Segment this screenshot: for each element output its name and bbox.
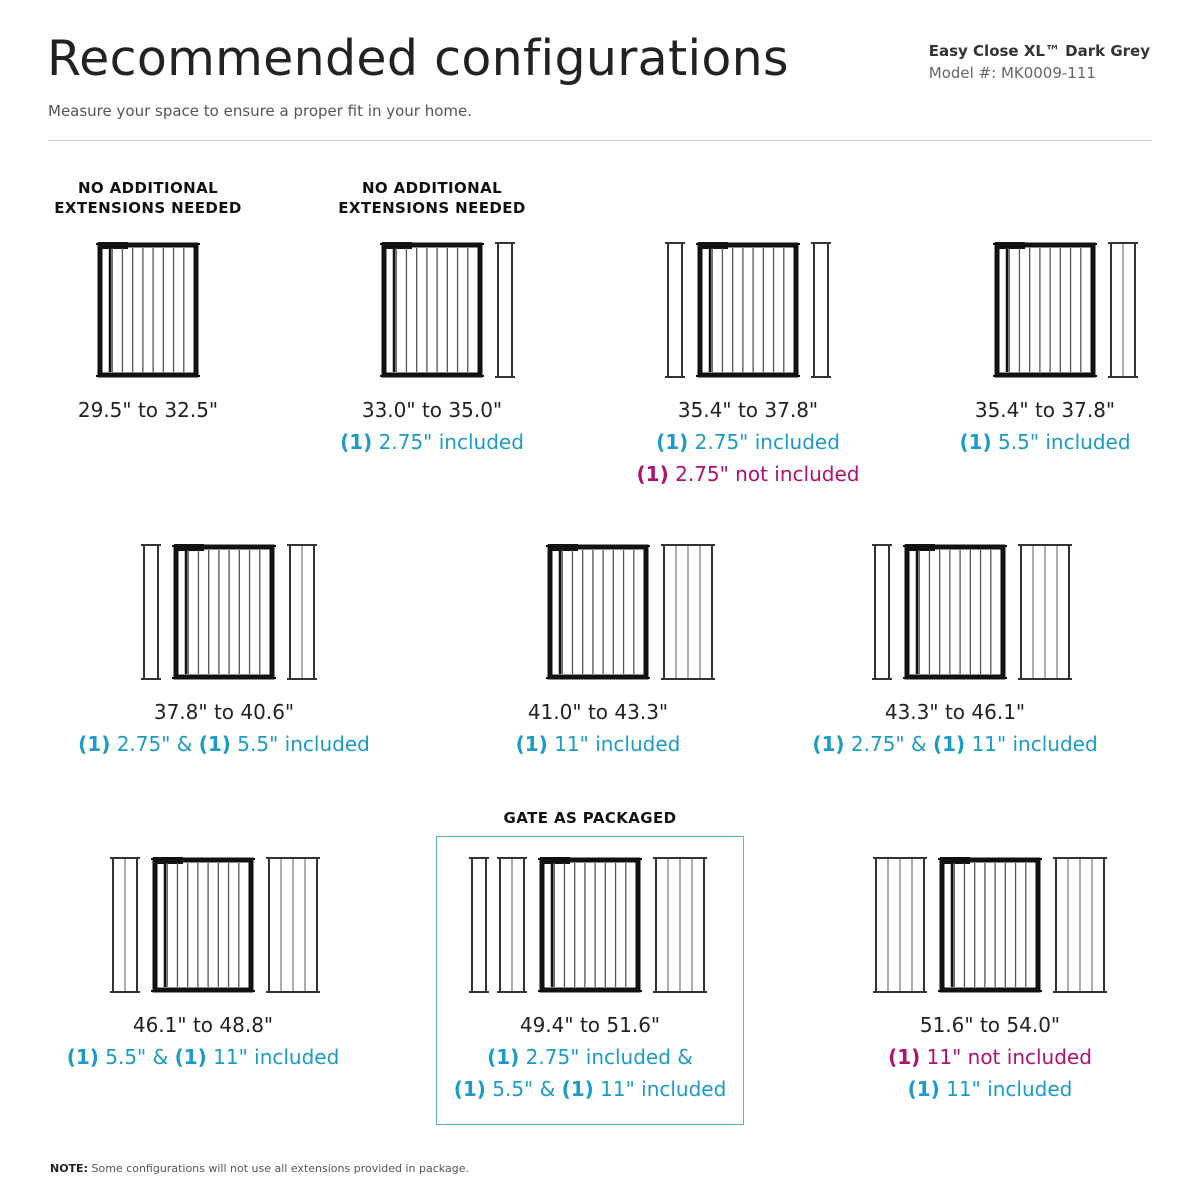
extension-panel	[661, 544, 715, 680]
extension-size: 2.75" included &	[519, 1045, 693, 1069]
quantity: (1)	[487, 1045, 520, 1069]
gate-panel	[938, 857, 1042, 991]
extension-size: 11" included	[547, 732, 681, 756]
extension-panel	[873, 857, 927, 993]
config-text	[428, 682, 768, 760]
quantity: (1)	[907, 1077, 940, 1101]
extension-panel	[811, 242, 831, 378]
extension-included	[785, 728, 1125, 760]
extension-size: 5.5" &	[485, 1077, 562, 1101]
quantity: (1)	[340, 430, 373, 454]
config-text	[578, 380, 918, 490]
gate-panel	[538, 857, 642, 991]
extension-included	[820, 1073, 1160, 1105]
gate-diagram	[468, 855, 708, 995]
quantity: (1)	[888, 1045, 921, 1069]
extension-panel	[1108, 242, 1138, 378]
quantity: (1)	[959, 430, 992, 454]
quantity: (1)	[812, 732, 845, 756]
extension-size: 2.75" &	[110, 732, 199, 756]
gate-panel	[903, 544, 1007, 678]
config-range: 35.4" to 37.8"	[677, 398, 819, 422]
extension-size: 11" included	[206, 1045, 340, 1069]
extension-panel	[665, 242, 685, 378]
config-header	[420, 808, 760, 828]
quantity: (1)	[198, 732, 231, 756]
gate-panel	[96, 242, 200, 376]
config-header-line: EXTENSIONS NEEDED	[338, 199, 526, 217]
extension-not-included	[820, 1041, 1160, 1073]
page-subtitle: Measure your space to ensure a proper fit in your home.	[48, 102, 473, 120]
extension-included	[262, 426, 602, 458]
config-text	[262, 380, 602, 458]
extension-size: 5.5" included	[991, 430, 1131, 454]
extension-size: 5.5" &	[98, 1045, 175, 1069]
extension-size: 5.5" included	[230, 732, 370, 756]
config-text	[875, 380, 1200, 458]
quantity: (1)	[66, 1045, 99, 1069]
gate-panel	[380, 242, 484, 376]
config-text	[420, 995, 760, 1105]
config-text	[785, 682, 1125, 760]
config-range: 43.3" to 46.1"	[884, 700, 1026, 724]
extension-panel	[287, 544, 317, 680]
gate-diagram	[109, 855, 321, 995]
extension-included	[875, 426, 1200, 458]
footnote	[50, 1162, 469, 1175]
extension-panel	[1053, 857, 1107, 993]
footnote-text: Some configurations will not use all extensions provided in package.	[87, 1162, 469, 1175]
product-model: Model #: MK0009-111	[928, 64, 1096, 82]
config-text	[54, 682, 394, 760]
quantity: (1)	[453, 1077, 486, 1101]
extension-panel	[1018, 544, 1072, 680]
quantity: (1)	[174, 1045, 207, 1069]
gate-diagram	[871, 542, 1073, 682]
gate-diagram	[140, 542, 318, 682]
config-text	[820, 995, 1160, 1105]
extension-included	[420, 1041, 760, 1073]
footnote-label: NOTE:	[50, 1162, 88, 1175]
extension-panel	[266, 857, 320, 993]
extension-panel	[469, 857, 489, 993]
config-header-line: EXTENSIONS NEEDED	[54, 199, 242, 217]
extension-size: 11" included	[593, 1077, 727, 1101]
gate-panel	[172, 544, 276, 678]
gate-diagram	[542, 542, 716, 682]
gate-diagram	[92, 240, 204, 380]
quantity: (1)	[78, 732, 111, 756]
extension-not-included	[578, 458, 918, 490]
config-text	[33, 995, 373, 1073]
extension-panel	[497, 857, 527, 993]
extension-size: 2.75" &	[844, 732, 933, 756]
config-range: 41.0" to 43.3"	[527, 700, 669, 724]
extension-size: 11" not included	[920, 1045, 1092, 1069]
config-header	[262, 178, 602, 218]
extension-included	[33, 1041, 373, 1073]
config-range: 37.8" to 40.6"	[153, 700, 295, 724]
config-header-line: NO ADDITIONAL	[361, 179, 503, 197]
extension-size: 11" included	[965, 732, 1098, 756]
config-range: 29.5" to 32.5"	[77, 398, 219, 422]
config-header-line: NO ADDITIONAL	[77, 179, 219, 197]
extension-included	[578, 426, 918, 458]
gate-diagram	[872, 855, 1108, 995]
quantity: (1)	[932, 732, 966, 756]
gate-panel	[696, 242, 800, 376]
extension-panel	[141, 544, 161, 680]
extension-included	[428, 728, 768, 760]
gate-diagram	[989, 240, 1139, 380]
gate-diagram	[376, 240, 516, 380]
config-header-line: GATE AS PACKAGED	[503, 809, 677, 827]
extension-size: 11" included	[939, 1077, 1073, 1101]
quantity: (1)	[636, 462, 669, 486]
extension-size: 2.75" included	[372, 430, 524, 454]
product-info	[929, 42, 1150, 82]
extension-panel	[653, 857, 707, 993]
page-title: Recommended configurations	[47, 30, 789, 87]
product-name: Easy Close XL™ Dark Grey	[928, 42, 1150, 60]
gate-panel	[993, 242, 1097, 376]
config-range: 49.4" to 51.6"	[519, 1013, 661, 1037]
extension-size: 2.75" included	[688, 430, 840, 454]
quantity: (1)	[515, 732, 548, 756]
extension-panel	[110, 857, 140, 993]
config-range: 35.4" to 37.8"	[974, 398, 1116, 422]
extension-panel	[872, 544, 892, 680]
extension-size: 2.75" not included	[668, 462, 860, 486]
extension-included	[54, 728, 394, 760]
gate-panel	[546, 544, 650, 678]
header-divider	[48, 140, 1152, 141]
quantity: (1)	[561, 1077, 594, 1101]
extension-included	[420, 1073, 760, 1105]
gate-panel	[151, 857, 255, 991]
quantity: (1)	[656, 430, 689, 454]
config-range: 46.1" to 48.8"	[132, 1013, 274, 1037]
config-range: 33.0" to 35.0"	[361, 398, 503, 422]
extension-panel	[495, 242, 515, 378]
gate-diagram	[664, 240, 832, 380]
config-range: 51.6" to 54.0"	[919, 1013, 1061, 1037]
